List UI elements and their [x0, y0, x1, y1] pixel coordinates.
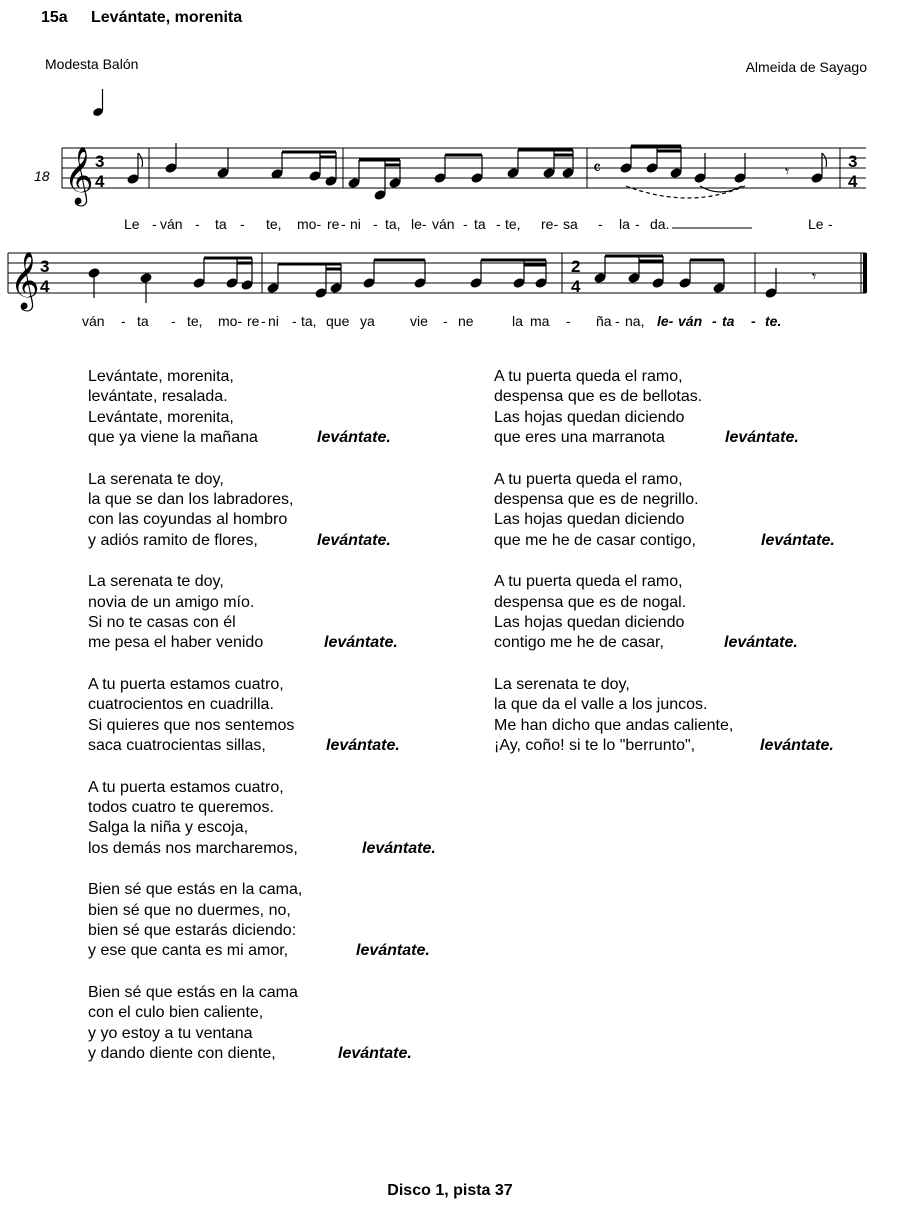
- verse-line: y dando diente con diente, levántate.: [88, 1044, 488, 1064]
- verse-line: Levántate, morenita,: [88, 368, 234, 385]
- verse-line: cuatrocientos en cuadrilla.: [88, 696, 274, 714]
- svg-text:na,: na,: [625, 313, 645, 329]
- verse-line: contigo me he de casar, levántate.: [494, 633, 894, 653]
- staff-system-2: [8, 252, 866, 312]
- svg-text:-: -: [341, 216, 346, 232]
- time-signature-numerator: 3: [40, 257, 50, 276]
- svg-text:ta: ta: [137, 313, 149, 329]
- refrain: levántate.: [724, 634, 798, 652]
- verse-line: que me he de casar contigo, levántate.: [494, 531, 894, 551]
- verse-line: Si quieres que nos sentemos: [88, 716, 295, 734]
- treble-clef-icon: 𝄞: [10, 252, 40, 308]
- svg-text:-: -: [121, 313, 126, 329]
- refrain: levántate.: [356, 942, 430, 960]
- notes-system-1: [127, 143, 827, 200]
- verse-line: la que se dan los labradores,: [88, 490, 294, 508]
- time-signature-change-num: 3: [848, 152, 858, 171]
- svg-text:-: -: [292, 313, 297, 329]
- common-time-icon: 𝄴: [593, 158, 602, 178]
- svg-text:ni: ni: [350, 216, 361, 232]
- informant-name: Modesta Balón: [45, 56, 139, 72]
- svg-text:-: -: [615, 313, 620, 329]
- verse: [88, 983, 488, 1064]
- verse-line: levántate, resalada.: [88, 388, 228, 406]
- verse-line: la que da el valle a los juncos.: [494, 696, 708, 714]
- treble-clef-icon: 𝄞: [64, 147, 94, 203]
- svg-text:-: -: [598, 216, 603, 232]
- verse-line: Bien sé que estás en la cama,: [88, 881, 303, 899]
- svg-text:le-: le-: [657, 313, 674, 329]
- verse-line: La serenata te doy,: [494, 676, 630, 694]
- refrain: levántate.: [362, 839, 436, 857]
- verse-line: Levántate, morenita,: [88, 408, 234, 426]
- refrain: levántate.: [761, 531, 835, 549]
- verse-line: Las hojas quedan diciendo: [494, 408, 685, 426]
- verses-right-column: [494, 367, 894, 778]
- verse: [494, 470, 894, 551]
- svg-text:ta,: ta,: [385, 216, 401, 232]
- svg-text:-: -: [751, 313, 756, 329]
- time-signature-change-den: 4: [848, 172, 858, 191]
- svg-text:ne: ne: [458, 313, 474, 329]
- svg-text:te,: te,: [266, 216, 282, 232]
- svg-text:Le: Le: [124, 216, 140, 232]
- svg-text:ván: ván: [432, 216, 455, 232]
- verse-line: con las coyundas al hombro: [88, 511, 288, 529]
- verse: [88, 675, 488, 756]
- verse-line: despensa que es de negrillo.: [494, 490, 699, 508]
- verse-line: con el culo bien caliente,: [88, 1004, 264, 1022]
- svg-text:-: -: [712, 313, 717, 329]
- verse-line: que eres una marranota levántate.: [494, 428, 894, 448]
- refrain: levántate.: [725, 428, 799, 446]
- verse: [494, 572, 894, 653]
- svg-text:ta: ta: [722, 313, 735, 329]
- refrain: levántate.: [317, 428, 391, 446]
- svg-text:-: -: [635, 216, 640, 232]
- verse-line: Las hojas quedan diciendo: [494, 613, 685, 631]
- svg-text:-: -: [828, 216, 833, 232]
- eighth-rest-icon: 𝄾: [785, 164, 790, 181]
- verse-line: Me han dicho que andas caliente,: [494, 716, 734, 734]
- svg-text:ván: ván: [678, 313, 703, 329]
- svg-text:ván: ván: [160, 216, 183, 232]
- verse-line: y yo estoy a tu ventana: [88, 1024, 253, 1042]
- time-signature-denominator: 4: [95, 172, 105, 191]
- svg-text:ván: ván: [82, 313, 105, 329]
- svg-text:Le: Le: [808, 216, 824, 232]
- verse: [88, 367, 488, 448]
- verse-line: Si no te casas con él: [88, 613, 236, 631]
- music-score: [0, 0, 900, 340]
- svg-text:-: -: [566, 313, 571, 329]
- svg-text:te,: te,: [187, 313, 203, 329]
- time-signature-denominator: 4: [40, 277, 50, 296]
- verse-line: A tu puerta estamos cuatro,: [88, 778, 284, 796]
- lyrics-line-2: [82, 313, 781, 329]
- verse-line: A tu puerta queda el ramo,: [494, 573, 683, 591]
- svg-text:-: -: [443, 313, 448, 329]
- lyrics-line-1: [124, 216, 833, 232]
- svg-text:re: re: [327, 216, 340, 232]
- svg-text:ma: ma: [530, 313, 550, 329]
- lyrics-emphasis: [657, 313, 781, 329]
- svg-text:vie: vie: [410, 313, 428, 329]
- staff-system-1: [34, 143, 866, 207]
- refrain: levántate.: [317, 531, 391, 549]
- verse: [494, 675, 894, 756]
- verse-line: Salga la niña y escoja,: [88, 819, 249, 837]
- svg-text:sa: sa: [563, 216, 578, 232]
- svg-text:-: -: [261, 313, 266, 329]
- svg-text:-: -: [152, 216, 157, 232]
- verse-line: A tu puerta queda el ramo,: [494, 368, 683, 385]
- verse: [88, 572, 488, 653]
- svg-text:ta,: ta,: [301, 313, 317, 329]
- tempo-marking: [92, 89, 104, 117]
- svg-text:-: -: [195, 216, 200, 232]
- verse-line: los demás nos marcharemos, levántate.: [88, 839, 488, 859]
- slur: [700, 186, 742, 192]
- svg-text:ta: ta: [474, 216, 486, 232]
- verse: [88, 778, 488, 859]
- verse-line: La serenata te doy,: [88, 573, 224, 591]
- svg-text:mo-: mo-: [297, 216, 322, 232]
- svg-text:-: -: [373, 216, 378, 232]
- verse-line: saca cuatrocientas sillas, levántate.: [88, 736, 488, 756]
- track-reference: Disco 1, pista 37: [387, 1182, 513, 1199]
- svg-text:-: -: [240, 216, 245, 232]
- svg-text:la: la: [512, 313, 523, 329]
- verse-line: y adiós ramito de flores, levántate.: [88, 531, 488, 551]
- verse: [88, 470, 488, 551]
- svg-text:te,: te,: [505, 216, 521, 232]
- verse-line: Las hojas quedan diciendo: [494, 511, 685, 529]
- svg-text:re: re: [247, 313, 260, 329]
- svg-text:ña: ña: [596, 313, 612, 329]
- svg-text:mo-: mo-: [218, 313, 243, 329]
- svg-text:ta: ta: [215, 216, 227, 232]
- svg-text:-: -: [496, 216, 501, 232]
- verse-line: que ya viene la mañana levántate.: [88, 428, 488, 448]
- place-name: Almeida de Sayago: [745, 59, 867, 75]
- verses-left-column: [88, 367, 488, 1086]
- verse-line: La serenata te doy,: [88, 470, 224, 488]
- verse-line: despensa que es de nogal.: [494, 593, 687, 611]
- verse-line: ¡Ay, coño! si te lo "berrunto", levántate.: [494, 736, 894, 756]
- refrain: levántate.: [760, 736, 834, 754]
- svg-text:-: -: [171, 313, 176, 329]
- verse-line: Bien sé que estás en la cama: [88, 984, 298, 1002]
- refrain: levántate.: [324, 634, 398, 652]
- time-signature-numerator: 2: [571, 257, 581, 276]
- song-number: 15a: [41, 9, 68, 26]
- verse: [494, 367, 894, 448]
- svg-text:ni: ni: [268, 313, 279, 329]
- svg-text:re-: re-: [541, 216, 559, 232]
- verse-line: bien sé que estarás diciendo:: [88, 922, 297, 940]
- svg-text:te.: te.: [765, 313, 782, 329]
- time-signature-numerator: 3: [95, 152, 105, 171]
- svg-text:-: -: [463, 216, 468, 232]
- verse-line: novia de un amigo mío.: [88, 593, 255, 611]
- svg-text:que: que: [326, 313, 350, 329]
- svg-text:da.: da.: [650, 216, 670, 232]
- verse-line: todos cuatro te queremos.: [88, 799, 274, 817]
- verse-line: despensa que es de bellotas.: [494, 388, 703, 406]
- verse-line: A tu puerta queda el ramo,: [494, 470, 683, 488]
- svg-text:le-: le-: [411, 216, 427, 232]
- svg-text:la: la: [619, 216, 630, 232]
- refrain: levántate.: [338, 1045, 412, 1063]
- time-signature-denominator: 4: [571, 277, 581, 296]
- verse-line: bien sé que no duermes, no,: [88, 901, 291, 919]
- verse-line: y ese que canta es mi amor, levántate.: [88, 941, 488, 961]
- eighth-rest-icon: 𝄾: [812, 269, 817, 286]
- refrain: levántate.: [326, 736, 400, 754]
- verse-line: me pesa el haber venido levántate.: [88, 633, 488, 653]
- song-title: Levántate, morenita: [91, 9, 243, 26]
- verse-line: A tu puerta estamos cuatro,: [88, 676, 284, 694]
- verse: [88, 880, 488, 961]
- svg-text:ya: ya: [360, 313, 375, 329]
- measure-number: 18: [34, 168, 50, 184]
